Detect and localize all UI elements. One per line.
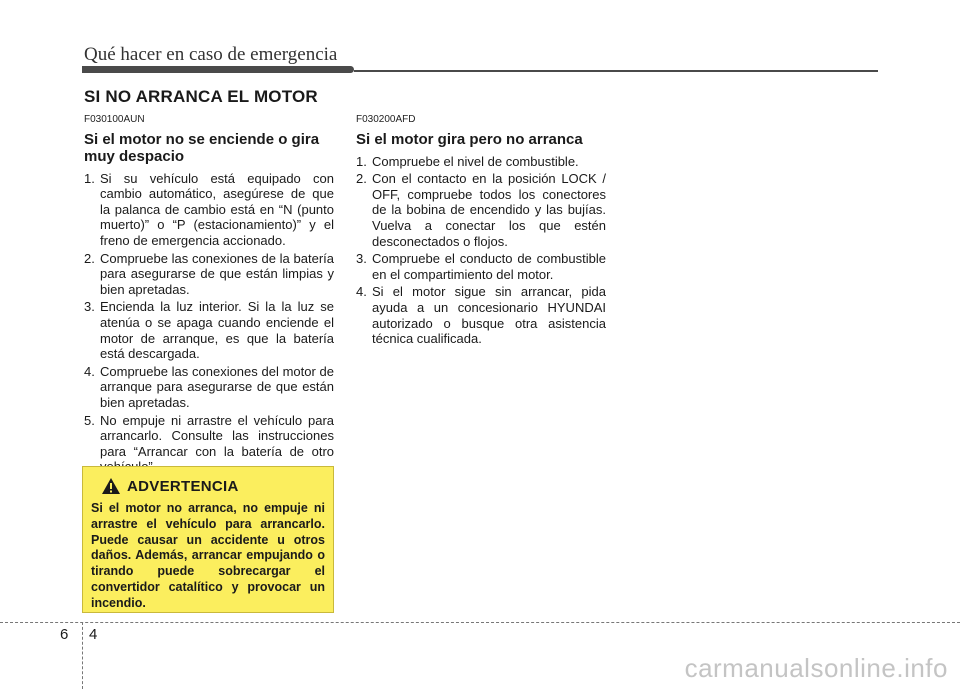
warning-title: ADVERTENCIA bbox=[127, 477, 239, 495]
list-item: 4. Compruebe las conexiones del motor de arranque para asegurarse de que están bien apretadas. bbox=[84, 363, 334, 410]
watermark: carmanualsonline.info bbox=[684, 653, 948, 683]
warning-body: Si el motor no arranca, no empuje ni arrastre el vehículo para arrancarlo. Puede causar un accidente u otros daños. Además, arrancar empujando o tirando puede sobrecargar el convertidor catalítico y provocar un incendio. bbox=[91, 501, 325, 610]
list-item: 1. Si su vehículo está equipado con cambio automático, asegúrese de que la palanca de cambio está en “N (punto muerto)” o “P (estacionamiento)” y el freno de emergencia accionado. bbox=[84, 170, 334, 248]
chapter-number: 6 bbox=[60, 626, 69, 643]
list-item: 3. Compruebe el conducto de combustible en el compartimiento del motor. bbox=[356, 251, 606, 282]
right-steps-list bbox=[356, 154, 606, 347]
list-item: 5. No empuje ni arrastre el vehículo para arrancarlo. Consulte las instrucciones para “Arrancar con la batería de otro bbox=[84, 412, 334, 459]
footer-rule bbox=[0, 622, 960, 623]
warning-triangle-icon bbox=[101, 477, 121, 495]
left-reference-code: F030100AUN bbox=[84, 114, 145, 125]
page-number: 4 bbox=[89, 626, 98, 643]
right-column bbox=[356, 112, 606, 349]
header-bar bbox=[82, 66, 354, 73]
warning-box bbox=[82, 466, 334, 613]
list-item: 4. Si el motor sigue sin arrancar, pida ayuda a un concesionario HYUNDAI autorizado o busque otra asistencia técnica cualificada. bbox=[356, 284, 606, 347]
left-steps-list bbox=[84, 171, 334, 475]
list-item: 2. Con el contacto en la posición LOCK / OFF, compruebe todos los conectores de la bobina de encendido y las bujías. Vuelva a conectar los que estén desconectados o flojos. bbox=[356, 171, 606, 249]
warning-header bbox=[101, 477, 325, 495]
right-subtitle: Si el motor gira pero no arranca bbox=[356, 130, 583, 148]
list-item: 2. Compruebe las conexiones de la batería para asegurarse de que están limpias y bien apretadas. bbox=[84, 250, 334, 297]
page-header-title: Qué hacer en caso de emergencia bbox=[84, 44, 338, 65]
left-column bbox=[84, 112, 334, 477]
header-rule bbox=[354, 70, 878, 72]
list-item: 3. Encienda la luz interior. Si la la luz se atenúa o se apaga cuando enciende el motor de arranque, es que la batería está descargada. bbox=[84, 299, 334, 362]
list-item: 1. Compruebe el nivel de combustible. bbox=[356, 153, 579, 169]
section-title: SI NO ARRANCA EL MOTOR bbox=[84, 87, 318, 106]
left-subtitle: Si el motor no se enciende o gira muy despacio bbox=[84, 130, 320, 165]
right-reference-code: F030200AFD bbox=[356, 114, 416, 125]
footer-divider bbox=[82, 622, 83, 689]
